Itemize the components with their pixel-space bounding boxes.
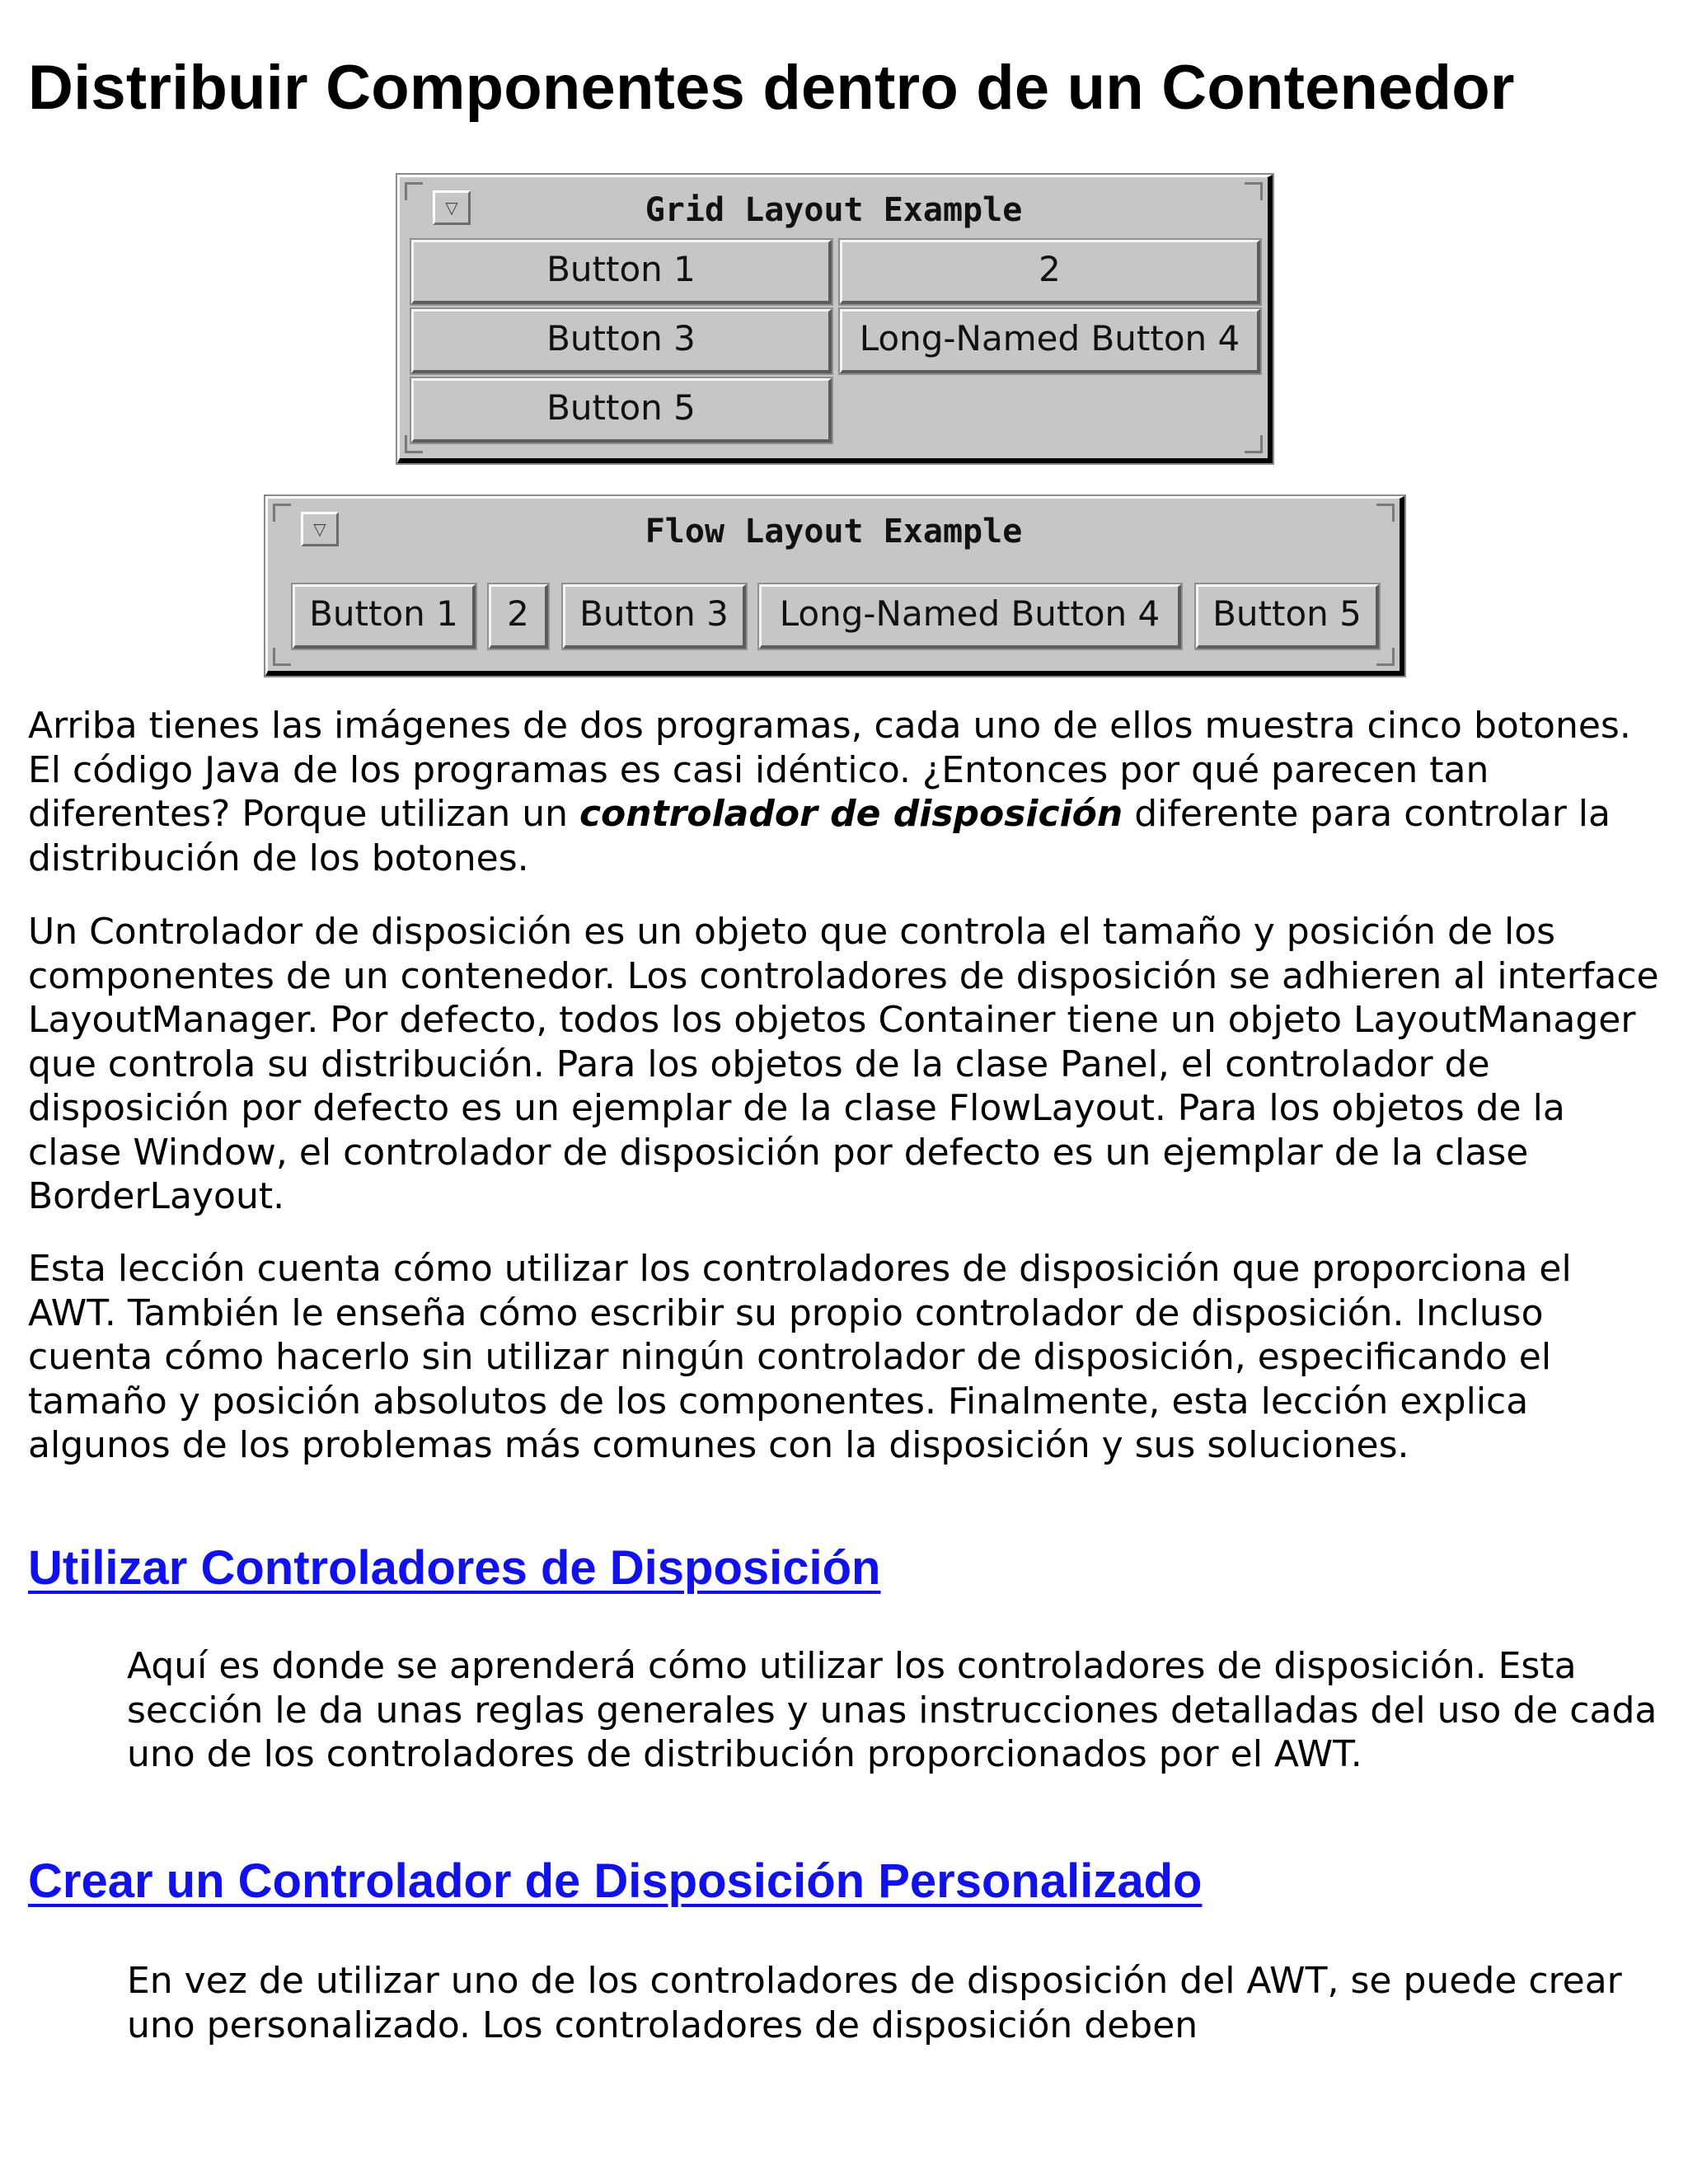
intro-text: diferente para controlar la distribución de los botones. — [28, 793, 1611, 879]
flow-area — [279, 565, 1392, 657]
grid-button-5[interactable]: Button 5 — [411, 378, 832, 443]
window-menu-icon[interactable]: ▽ — [301, 512, 339, 546]
flow-layout-window — [265, 496, 1404, 676]
intro-paragraph-2: Un Controlador de disposición es un objeto que controla el tamaño y posición de los componentes de un contenedor. Los controladores de disposición se adhieren al interface LayoutManager. Por defecto, todos los objetos Container tiene un objeto LayoutManager que controla su distribución. Para los objetos de la clase Panel, el controlador de disposición por defecto es un ejemplar de la clase FlowLayout. Para los objetos de la clase Window, el controlador de disposición por defecto es un ejemplar de la clase BorderLayout. — [28, 911, 1659, 1217]
intro-text: Arriba tienes las imágenes de dos programas, cada uno de ellos muestra cinco botones. El código Java de los programas es casi idéntico. ¿Entonces por qué parecen tan diferentes? Porque utilizan un — [28, 705, 1631, 835]
flow-button-1[interactable]: Button 1 — [293, 584, 476, 649]
grid-button-3[interactable]: Button 3 — [411, 309, 832, 373]
section-body: Aquí es donde se aprenderá cómo utilizar los controladores de disposición. Esta sección le da unas reglas generales y unas instrucciones detalladas del uso de cada uno de los controladores de distribución proporcionados por el AWT. — [127, 1645, 1658, 1775]
window-title: Grid Layout Example — [645, 191, 1023, 229]
flow-button-3[interactable]: Button 3 — [563, 584, 746, 649]
grid-area — [411, 240, 1260, 449]
intro-paragraph-1 — [28, 704, 1660, 880]
window-title: Flow Layout Example — [645, 513, 1023, 551]
flow-button-5[interactable]: Button 5 — [1196, 584, 1379, 649]
intro-paragraph-3: Esta lección cuenta cómo utilizar los controladores de disposición que proporciona el AWT. También le enseña cómo escribir su propio controlador de disposición. Incluso cuenta cómo hacerlo sin utilizar ningún controlador de disposición, especificando el tamaño y posición absolutos de los componentes. Finalmente, esta lección explica algunos de los problemas más comunes con la disposición y sus soluciones. — [28, 1248, 1572, 1466]
section-link[interactable]: Crear un Controlador de Disposición Personalizado — [28, 1854, 1203, 1908]
grid-button-2[interactable]: 2 — [840, 240, 1260, 304]
grid-button-1[interactable]: Button 1 — [411, 240, 832, 304]
section-heading-usar — [28, 1540, 880, 1597]
flow-button-4[interactable]: Long-Named Button 4 — [759, 584, 1181, 649]
window-menu-icon[interactable]: ▽ — [433, 190, 471, 225]
section-link[interactable]: Utilizar Controladores de Disposición — [28, 1541, 881, 1595]
grid-layout-window — [397, 175, 1273, 463]
page-title: Distribuir Componentes dentro de un Contenedor — [28, 53, 1515, 123]
section-body: En vez de utilizar uno de los controladores de disposición del AWT, se puede crear uno personalizado. Los controladores de disposición deben — [127, 1960, 1622, 2046]
section-heading-crear — [28, 1853, 1202, 1910]
grid-button-4[interactable]: Long-Named Button 4 — [840, 309, 1260, 373]
emphasized-term: controlador de disposición — [579, 793, 1123, 835]
flow-button-2[interactable]: 2 — [489, 584, 548, 649]
